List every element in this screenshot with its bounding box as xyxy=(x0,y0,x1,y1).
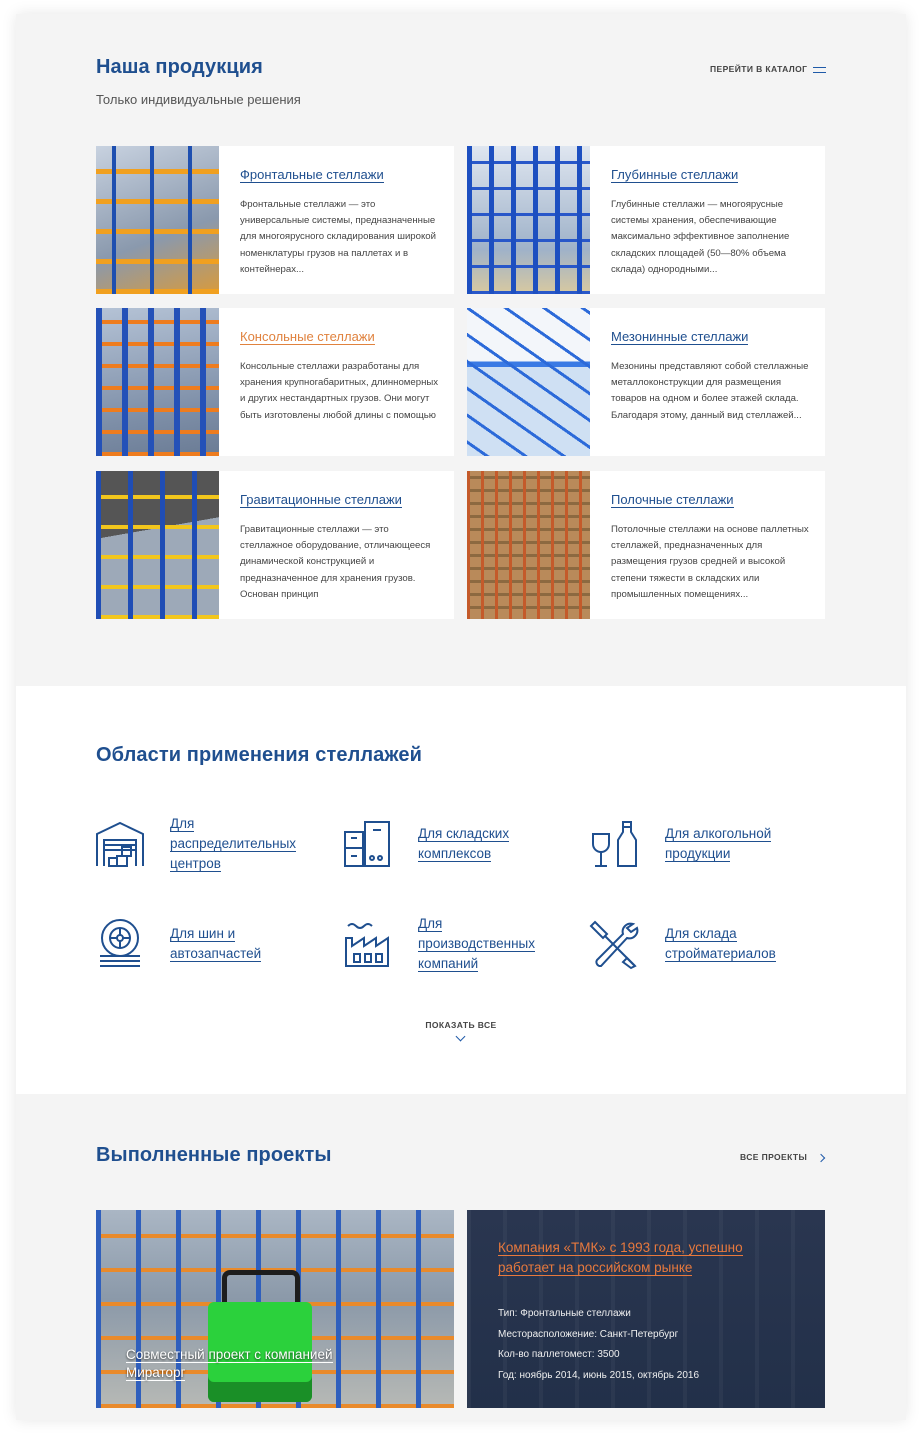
chevron-down-icon[interactable] xyxy=(456,1032,466,1042)
page-frame xyxy=(16,14,906,1420)
product-card-frontal[interactable] xyxy=(96,146,454,294)
tire-icon xyxy=(94,918,146,970)
project-card-tmk[interactable] xyxy=(467,1210,825,1408)
projects-title: Выполненные проекты xyxy=(96,1144,332,1166)
project-tmk-line2: работает на российском рынке xyxy=(498,1260,693,1275)
product-image-frontal xyxy=(96,146,219,294)
product-title-gravity[interactable]: Гравитационные стеллажи xyxy=(240,492,402,507)
product-card-shelf[interactable] xyxy=(467,471,825,619)
product-desc-frontal: Фронтальные стеллажи — это универсальные системы, предназначенные для многоярусного складирования широкой номенклатуры грузов на паллетах и в контейнерах... xyxy=(240,199,436,275)
area-alcohol-line2: продукции xyxy=(665,846,731,861)
product-card-gravity[interactable] xyxy=(96,471,454,619)
area-tires-line1: Для шин и xyxy=(170,926,236,941)
boxes-icon xyxy=(342,818,394,870)
project-tmk-location: Месторасположение: Санкт-Петербург xyxy=(498,1328,679,1340)
area-complexes-line2: комплексов xyxy=(418,846,492,861)
product-desc-console: Консольные стеллажи разработаны для хранения крупногабаритных, длинномерных и других нестандартных грузов. Они могут быть изготовлены любой длины с помощью xyxy=(240,361,439,421)
product-desc-gravity: Гравитационные стеллажи — это стеллажное оборудование, отличающееся динамической конструкцией и предназначенное для хранения грузов. Основан принцип xyxy=(240,524,431,600)
product-desc-deep: Глубинные стеллажи — многоярусные системы хранения, обеспечивающие максимально эффективное заполнение складских площадей (50—80% объема склада) однородными... xyxy=(611,199,790,275)
product-title-console[interactable]: Консольные стеллажи xyxy=(240,329,375,344)
product-card-console[interactable] xyxy=(96,308,454,456)
project-tmk-info xyxy=(498,1304,699,1386)
area-manufacturing-line1: Для xyxy=(418,916,443,931)
menu-icon[interactable] xyxy=(813,67,826,73)
warehouse-icon xyxy=(94,818,146,870)
area-distribution-line2: распределительных xyxy=(170,836,297,851)
factory-icon xyxy=(342,918,394,970)
product-image-deep xyxy=(467,146,590,294)
project-tmk-title[interactable] xyxy=(498,1238,798,1278)
catalog-link[interactable]: ПЕРЕЙТИ В КАТАЛОГ xyxy=(710,64,808,74)
show-all-button[interactable]: ПОКАЗАТЬ ВСЕ xyxy=(425,1020,497,1030)
area-tires-line2: автозапчастей xyxy=(170,946,262,961)
product-image-gravity xyxy=(96,471,219,619)
area-manufacturing-line3: компаний xyxy=(418,956,479,971)
project-card-miratorg[interactable] xyxy=(96,1210,454,1408)
product-image-shelf xyxy=(467,471,590,619)
product-title-frontal[interactable]: Фронтальные стеллажи xyxy=(240,167,384,182)
project-tmk-type: Тип: Фронтальные стеллажи xyxy=(498,1308,631,1319)
area-warehouse-complexes[interactable] xyxy=(342,818,509,870)
product-card-deep[interactable] xyxy=(467,146,825,294)
project-miratorg-title[interactable] xyxy=(126,1346,333,1382)
project-tmk-year: Год: ноябрь 2014, июнь 2015, октябрь 2016 xyxy=(498,1369,700,1381)
area-building-line2: стройматериалов xyxy=(665,946,776,961)
areas-section xyxy=(16,686,906,1094)
area-building-materials[interactable] xyxy=(589,918,776,970)
project-miratorg-line2: Мираторг xyxy=(126,1365,186,1380)
area-building-line1: Для склада xyxy=(665,926,737,941)
products-title: Наша продукция xyxy=(96,56,263,78)
area-distribution-line3: центров xyxy=(170,856,221,871)
areas-title: Области применения стеллажей xyxy=(96,744,423,766)
bottle-glass-icon xyxy=(589,818,641,870)
project-tmk-line1: Компания «ТМК» с 1993 года, успешно xyxy=(498,1240,743,1255)
chevron-right-icon[interactable] xyxy=(817,1154,825,1162)
product-desc-shelf: Потолочные стеллажи на основе паллетных стеллажей, предназначенных для размещения грузов средней и высокой степени тяжести в складских или промышленных помещениях... xyxy=(611,524,809,600)
area-manufacturing-line2: производственных xyxy=(418,936,535,951)
product-card-mezzanine[interactable] xyxy=(467,308,825,456)
product-desc-mezzanine: Мезонины представляют собой стеллажные металлоконструкции для размещения товаров на одном и более этажей склада. Благодаря этому, данный вид стеллажей... xyxy=(611,361,809,421)
area-manufacturing[interactable] xyxy=(342,914,535,974)
product-title-shelf[interactable]: Полочные стеллажи xyxy=(611,492,734,507)
products-section xyxy=(16,14,906,686)
area-distribution-line1: Для xyxy=(170,816,195,831)
project-tmk-pallets: Кол-во паллетомест: 3500 xyxy=(498,1349,620,1360)
product-image-console xyxy=(96,308,219,456)
projects-section xyxy=(16,1094,906,1420)
area-alcohol-products[interactable] xyxy=(589,818,771,870)
all-projects-link[interactable]: ВСЕ ПРОЕКТЫ xyxy=(740,1152,808,1162)
product-image-mezzanine xyxy=(467,308,590,456)
area-distribution-centers[interactable] xyxy=(94,814,296,874)
area-tires-parts[interactable] xyxy=(94,918,261,970)
product-title-deep[interactable]: Глубинные стеллажи xyxy=(611,167,739,182)
products-subtitle: Только индивидуальные решения xyxy=(96,92,301,107)
area-complexes-line1: Для складских xyxy=(418,826,510,841)
product-title-mezzanine[interactable]: Мезонинные стеллажи xyxy=(611,329,749,344)
tools-icon xyxy=(589,918,641,970)
project-miratorg-line1: Совместный проект с компанией xyxy=(126,1347,333,1362)
area-alcohol-line1: Для алкогольной xyxy=(665,826,772,841)
